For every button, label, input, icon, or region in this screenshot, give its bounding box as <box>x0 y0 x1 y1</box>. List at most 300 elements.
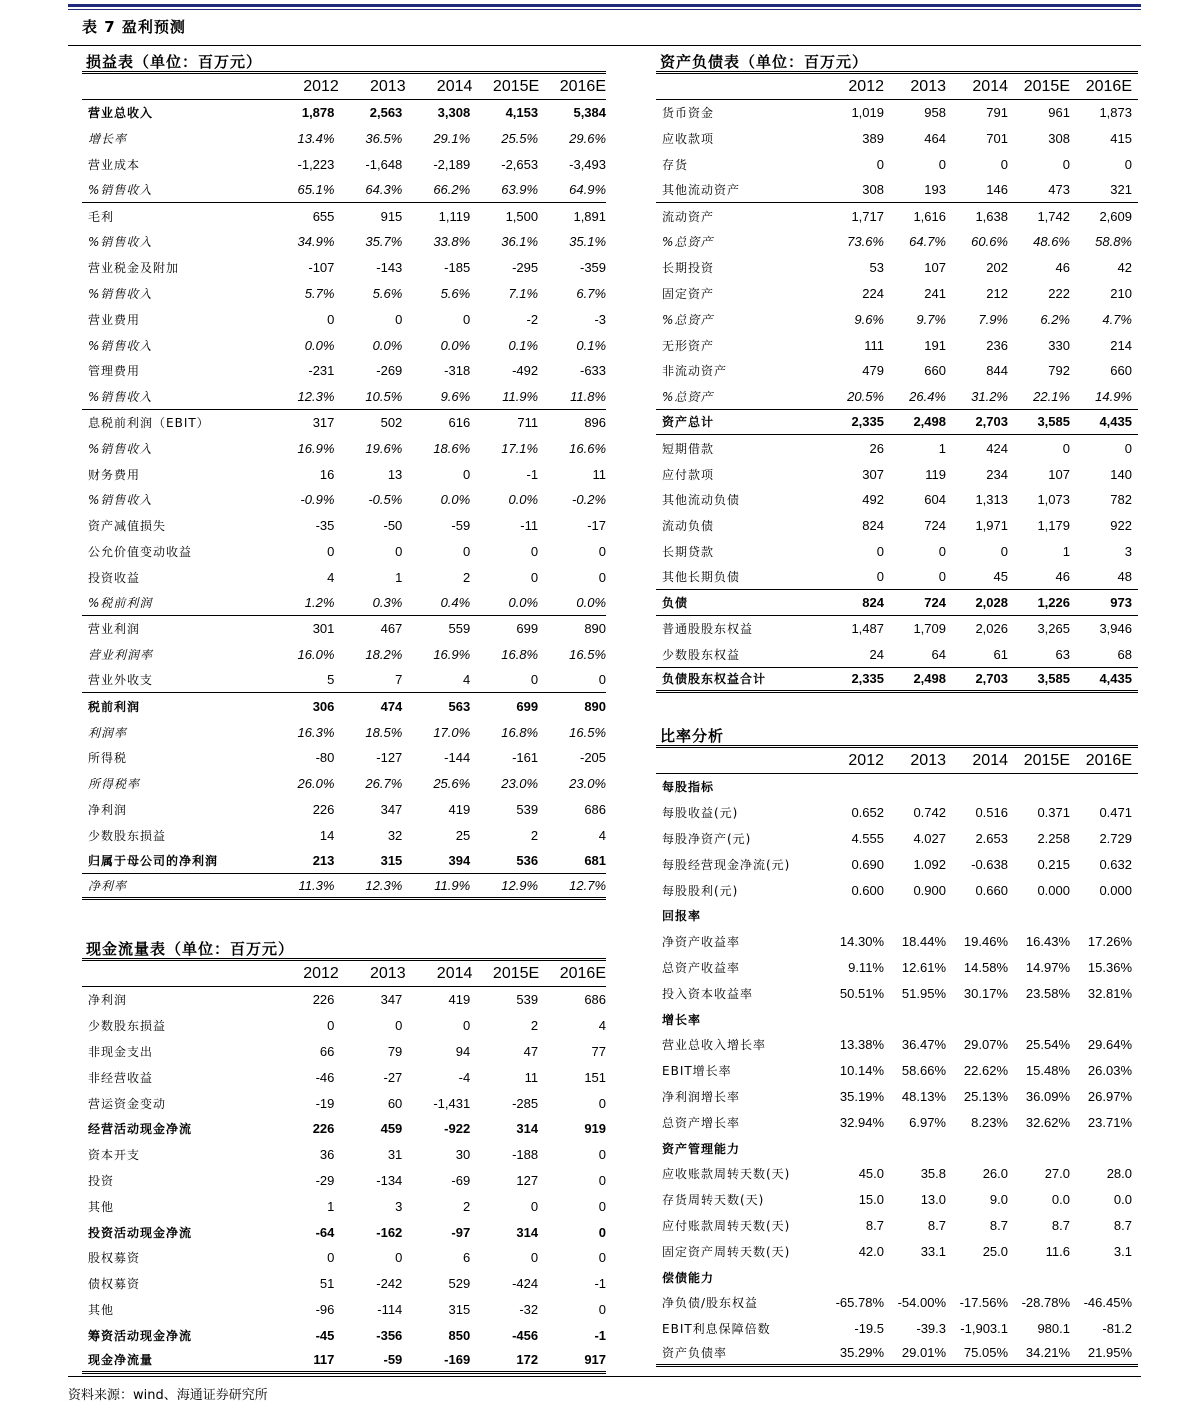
cell-value: 222 <box>1048 285 1070 301</box>
cell-value: 0 <box>530 569 539 585</box>
cell-value: 1,019 <box>851 105 884 121</box>
cell-value: 686 <box>584 992 607 1008</box>
cell-value: -456 <box>512 1327 539 1343</box>
row-label: 非现金支出 <box>88 1044 154 1059</box>
cell-value: 0 <box>876 543 884 559</box>
cell-value: -492 <box>512 363 539 379</box>
cell-value: 4,153 <box>505 105 539 121</box>
row-label: 普通股股东权益 <box>662 622 754 637</box>
cell-value: 77 <box>591 1043 607 1059</box>
cell-value: 1,891 <box>573 208 607 224</box>
cell-value: 0.371 <box>1037 805 1070 821</box>
cell-value: 60.6% <box>971 234 1008 250</box>
table-row <box>656 435 1138 461</box>
cell-value: 321 <box>1110 182 1132 198</box>
cell-value: -35 <box>315 518 335 534</box>
cell-value: 0.0 <box>1113 1192 1132 1208</box>
cell-value: 10.5% <box>365 388 403 404</box>
row-label: 资本开支 <box>88 1148 141 1163</box>
cell-value: 2,609 <box>1099 208 1132 224</box>
cell-value: 14.30% <box>839 934 884 950</box>
table-row <box>82 332 606 358</box>
cell-value: 50.51% <box>839 985 884 1001</box>
cell-value: 29.1% <box>433 131 471 147</box>
table-row <box>82 358 606 384</box>
cell-value: 1,313 <box>975 492 1008 508</box>
row-label: 每股经营现金净流(元) <box>662 857 791 872</box>
cell-value: -2 <box>526 311 539 327</box>
row-label: 应付账款周转天数(天) <box>662 1218 791 1233</box>
row-label: %销售收入 <box>88 441 153 456</box>
cell-value: 0 <box>462 1018 471 1034</box>
cell-value: -39.3 <box>916 1321 946 1337</box>
cell-value: 2.729 <box>1099 830 1132 846</box>
table-row <box>656 1109 1138 1135</box>
cell-value: 151 <box>584 1069 607 1085</box>
cell-value: 7 <box>395 672 403 688</box>
row-label: 固定资产 <box>662 286 715 301</box>
cell-value: 655 <box>312 208 335 224</box>
cell-value: 1 <box>938 440 946 456</box>
cell-value: 0 <box>598 1301 607 1317</box>
year-header-row <box>82 74 606 100</box>
row-label: %总资产 <box>662 235 714 250</box>
table-row <box>656 1264 1138 1290</box>
cell-value: 473 <box>1048 182 1070 198</box>
cell-value: 922 <box>1110 518 1132 534</box>
cell-value: 51 <box>319 1276 335 1292</box>
cell-value: 0 <box>598 1147 607 1163</box>
cell-value: 31 <box>387 1147 403 1163</box>
cell-value: 16.8% <box>501 647 539 663</box>
year-header: 2012 <box>303 77 339 95</box>
cell-value: 0 <box>1000 156 1008 172</box>
cell-value: 0 <box>530 1198 539 1214</box>
cell-value: 11.8% <box>570 388 607 404</box>
cell-value: 14.58% <box>963 959 1008 975</box>
cell-value: 26 <box>869 440 884 456</box>
cell-value: 701 <box>986 131 1008 147</box>
row-label: 净利率 <box>88 878 128 893</box>
cell-value: 724 <box>924 595 946 611</box>
cell-value: 29.01% <box>901 1345 946 1361</box>
cell-value: 1.092 <box>913 856 946 872</box>
cell-value: 28.0 <box>1106 1166 1132 1182</box>
cell-value: 30.17% <box>963 985 1008 1001</box>
table-row <box>82 461 606 487</box>
cell-value: 16.6% <box>569 440 607 456</box>
cell-value: -162 <box>376 1224 403 1240</box>
table-row <box>82 1064 606 1090</box>
cell-value: 16.0% <box>297 647 335 663</box>
cell-value: 4.555 <box>851 830 884 846</box>
cell-value: -1 <box>594 1327 607 1343</box>
cell-value: 23.71% <box>1087 1114 1132 1130</box>
cell-value: 0 <box>598 1224 607 1240</box>
cell-value: 3 <box>395 1198 403 1214</box>
cell-value: 0 <box>395 311 403 327</box>
cell-value: 0 <box>530 1250 539 1266</box>
cell-value: 226 <box>312 992 335 1008</box>
cell-value: 539 <box>516 801 539 817</box>
cell-value: 94 <box>455 1043 471 1059</box>
row-label: 非流动资产 <box>662 364 728 379</box>
row-label: 其他 <box>88 1302 115 1317</box>
cell-value: 29.64% <box>1087 1037 1132 1053</box>
row-label: 每股股利(元) <box>662 883 739 898</box>
row-label: 营业总收入增长率 <box>662 1038 767 1053</box>
cell-value: -318 <box>444 363 471 379</box>
row-label: 公允价值变动收益 <box>88 544 193 559</box>
cell-value: 5,384 <box>573 105 607 121</box>
cell-value: 1 <box>395 569 403 585</box>
cell-value: 11.3% <box>298 877 335 893</box>
row-label: 每股指标 <box>662 780 715 795</box>
cell-value: 917 <box>584 1352 607 1368</box>
table-title: 资产负债表（单位：百万元） <box>656 50 1138 74</box>
row-label: 所得税率 <box>88 777 141 792</box>
year-header: 2016E <box>559 77 606 95</box>
cell-value: 0.0% <box>576 595 607 611</box>
table-row <box>82 410 606 436</box>
cell-value: 4.7% <box>1102 311 1132 327</box>
row-label: 债权募资 <box>88 1277 141 1292</box>
table-row <box>656 539 1138 565</box>
table-row <box>656 851 1138 877</box>
cell-value: 660 <box>924 363 946 379</box>
source-note: 资料来源：wind、海通证券研究所 <box>68 1388 268 1403</box>
cell-value: -161 <box>512 750 539 766</box>
year-header: 2015E <box>492 77 540 95</box>
cell-value: 459 <box>380 1121 403 1137</box>
cash-flow-table <box>82 937 606 1374</box>
cell-value: -169 <box>444 1352 471 1368</box>
cell-value: 34.9% <box>297 234 335 250</box>
row-label: 总资产增长率 <box>662 1115 741 1130</box>
cell-value: 146 <box>986 182 1008 198</box>
cell-value: 29.6% <box>569 131 607 147</box>
cell-value: 48.6% <box>1033 234 1070 250</box>
row-label: 存货 <box>662 157 689 172</box>
cell-value: -0.9% <box>300 492 335 508</box>
row-label: 少数股东损益 <box>88 1019 167 1034</box>
cell-value: 241 <box>924 285 946 301</box>
cell-value: 0.742 <box>913 805 946 821</box>
year-header: 2013 <box>370 77 406 95</box>
table-title: 现金流量表（单位：百万元） <box>82 937 606 961</box>
cell-value: 1,873 <box>1099 105 1132 121</box>
table-row <box>82 513 606 539</box>
cell-value: 79 <box>387 1043 403 1059</box>
table-row <box>656 980 1138 1006</box>
cell-value: 0.0% <box>372 337 403 353</box>
cell-value: 308 <box>862 182 884 198</box>
cell-value: 13.38% <box>839 1037 884 1053</box>
cell-value: 0 <box>938 156 946 172</box>
table-row <box>82 1168 606 1194</box>
cell-value: 686 <box>584 801 607 817</box>
cell-value: 301 <box>312 621 335 637</box>
row-label: 息税前利润（EBIT） <box>88 415 210 430</box>
cell-value: 16 <box>319 466 335 482</box>
cell-value: 25.5% <box>501 131 539 147</box>
cell-value: 1,500 <box>505 208 539 224</box>
cell-value: 17.1% <box>501 440 539 456</box>
cell-value: 0.0% <box>508 492 539 508</box>
row-label: 现金净流量 <box>88 1353 154 1368</box>
cell-value: -29 <box>315 1172 335 1188</box>
cell-value: 234 <box>986 466 1008 482</box>
cell-value: 474 <box>380 698 403 714</box>
cell-value: 25.54% <box>1025 1037 1070 1053</box>
cell-value: 782 <box>1110 492 1132 508</box>
row-label: 每股净资产(元) <box>662 831 752 846</box>
cell-value: 915 <box>380 208 403 224</box>
table-row <box>82 590 606 616</box>
row-label: 营业成本 <box>88 157 141 172</box>
table-row <box>656 616 1138 642</box>
cell-value: 1,179 <box>1037 518 1070 534</box>
cell-value: 711 <box>517 414 539 430</box>
table-row <box>656 332 1138 358</box>
cell-value: 11 <box>592 466 607 482</box>
cell-value: 25.0 <box>982 1243 1008 1259</box>
row-label: 负债股东权益合计 <box>662 672 767 687</box>
year-header: 2015E <box>1023 77 1070 95</box>
cell-value: 844 <box>986 363 1008 379</box>
cell-value: 3.1 <box>1113 1243 1132 1259</box>
row-label: 投入资本收益率 <box>662 986 754 1001</box>
table-row <box>656 800 1138 826</box>
table-row <box>82 642 606 668</box>
cell-value: 2,703 <box>975 414 1008 430</box>
cell-value: 0.516 <box>975 805 1008 821</box>
table-row <box>656 1006 1138 1032</box>
cell-value: 45 <box>993 569 1008 585</box>
table-row <box>82 745 606 771</box>
cell-value: -2,653 <box>501 156 539 172</box>
cell-value: 214 <box>1110 337 1132 353</box>
cell-value: 0 <box>598 1095 607 1111</box>
cell-value: 0 <box>876 156 884 172</box>
year-header: 2012 <box>848 77 884 95</box>
cell-value: 16.8% <box>501 724 539 740</box>
cell-value: 5.6% <box>440 285 471 301</box>
cell-value: 23.0% <box>501 776 539 792</box>
year-header: 2016E <box>1085 77 1132 95</box>
cell-value: 308 <box>1048 131 1070 147</box>
cell-value: 226 <box>312 1121 335 1137</box>
cell-value: 9.11% <box>848 959 884 975</box>
cell-value: 0.0% <box>440 337 471 353</box>
cell-value: 64.7% <box>909 234 946 250</box>
cell-value: 16.5% <box>569 647 607 663</box>
year-header-row <box>656 748 1138 774</box>
cell-value: 30 <box>455 1147 471 1163</box>
row-label: 偿债能力 <box>662 1270 715 1285</box>
cell-value: -127 <box>376 750 403 766</box>
cell-value: 536 <box>516 853 539 868</box>
cell-value: 9.0 <box>989 1192 1008 1208</box>
cell-value: 0 <box>598 672 607 688</box>
year-header: 2012 <box>303 964 339 982</box>
year-header-row <box>82 961 606 987</box>
table-row <box>656 1238 1138 1264</box>
cell-value: 2,498 <box>913 414 946 430</box>
cell-value: 19.6% <box>365 440 403 456</box>
cell-value: 13 <box>387 466 403 482</box>
cell-value: 45.0 <box>858 1166 884 1182</box>
cell-value: 27.0 <box>1044 1166 1070 1182</box>
cell-value: 35.7% <box>365 234 403 250</box>
cell-value: 18.2% <box>365 647 403 663</box>
cell-value: -27 <box>383 1069 403 1085</box>
cell-value: 213 <box>312 853 335 868</box>
row-label: 其他长期负债 <box>662 570 741 585</box>
cell-value: 1 <box>327 1198 335 1214</box>
cell-value: 0.1% <box>576 337 607 353</box>
cell-value: 33.8% <box>433 234 471 250</box>
table-row <box>82 1193 606 1219</box>
cell-value: 0 <box>462 543 471 559</box>
year-header-row <box>656 74 1138 100</box>
cell-value: 424 <box>986 440 1008 456</box>
row-label: 净负债/股东权益 <box>662 1296 759 1311</box>
year-header: 2013 <box>910 77 946 95</box>
cell-value: 0 <box>598 1198 607 1214</box>
cell-value: -80 <box>315 750 335 766</box>
cell-value: 314 <box>516 1224 539 1240</box>
row-label: 应收账款周转天数(天) <box>662 1167 791 1182</box>
row-label: 投资 <box>88 1173 115 1188</box>
cell-value: 0 <box>462 311 471 327</box>
cell-value: 14 <box>319 827 335 843</box>
cell-value: 3,585 <box>1037 414 1070 430</box>
table-row <box>656 1161 1138 1187</box>
cell-value: -3 <box>594 311 607 327</box>
cell-value: 660 <box>1110 363 1132 379</box>
cell-value: 75.05% <box>963 1345 1008 1361</box>
cell-value: -50 <box>383 518 403 534</box>
cell-value: 17.26% <box>1087 934 1132 950</box>
cell-value: 12.61% <box>901 959 946 975</box>
cell-value: 2 <box>462 1198 471 1214</box>
cell-value: 0.652 <box>851 805 884 821</box>
cell-value: 6.7% <box>576 285 607 301</box>
table-row <box>656 126 1138 152</box>
row-label: %销售收入 <box>88 183 153 198</box>
cell-value: 10.14% <box>839 1063 884 1079</box>
cell-value: 35.8 <box>920 1166 946 1182</box>
cell-value: 16.3% <box>297 724 335 740</box>
cell-value: 824 <box>862 518 884 534</box>
row-label: 营业利润率 <box>88 648 154 663</box>
cell-value: -54.00% <box>897 1295 946 1311</box>
cell-value: 25.13% <box>963 1088 1008 1104</box>
cell-value: 64 <box>931 646 946 662</box>
cell-value: 111 <box>864 337 884 353</box>
row-label: EBIT利息保障倍数 <box>662 1322 771 1337</box>
row-label: 筹资活动现金净流 <box>88 1328 193 1343</box>
cell-value: 0.000 <box>1099 882 1132 898</box>
cell-value: 36.5% <box>365 131 403 147</box>
cell-value: 65.1% <box>297 182 335 198</box>
row-label: 无形资产 <box>662 338 715 353</box>
footer-rule <box>68 1376 1141 1377</box>
cell-value: 604 <box>924 492 946 508</box>
cell-value: 46 <box>1055 260 1070 276</box>
cell-value: 3,308 <box>437 105 471 121</box>
cell-value: 492 <box>862 492 884 508</box>
cell-value: 212 <box>986 285 1008 301</box>
cell-value: 4,435 <box>1099 671 1132 687</box>
table-row <box>656 152 1138 178</box>
table-row <box>82 1297 606 1323</box>
cell-value: -356 <box>376 1327 403 1343</box>
cell-value: 32.94% <box>839 1114 884 1130</box>
cell-value: 25 <box>455 827 471 843</box>
cell-value: 119 <box>925 466 946 482</box>
table-row <box>656 229 1138 255</box>
cell-value: -96 <box>315 1301 335 1317</box>
cell-value: 419 <box>448 801 471 817</box>
cell-value: 2,335 <box>851 671 884 687</box>
row-label: 资产管理能力 <box>662 1141 741 1156</box>
cell-value: 26.4% <box>909 388 946 404</box>
table-row <box>656 513 1138 539</box>
cell-value: 347 <box>380 992 403 1008</box>
row-label: 营业费用 <box>88 312 141 327</box>
cell-value: 22.1% <box>1033 388 1070 404</box>
row-label: 存货周转天数(天) <box>662 1193 765 1208</box>
cell-value: 12.7% <box>569 877 607 893</box>
cell-value: 26.03% <box>1087 1063 1132 1079</box>
cell-value: 12.3% <box>365 877 403 893</box>
cell-value: 58.66% <box>901 1063 946 1079</box>
cell-value: 32.81% <box>1087 985 1132 1001</box>
cell-value: 48.13% <box>901 1088 946 1104</box>
table-title: 比率分析 <box>656 724 1138 748</box>
row-label: 投资收益 <box>88 570 141 585</box>
cell-value: 4.027 <box>913 830 946 846</box>
top-rule <box>68 4 1141 7</box>
table-row <box>82 539 606 565</box>
cell-value: 1,742 <box>1037 208 1070 224</box>
cell-value: 26.7% <box>365 776 403 792</box>
cell-value: 127 <box>516 1172 539 1188</box>
row-label: 毛利 <box>88 209 115 224</box>
cell-value: 317 <box>312 414 335 430</box>
cell-value: 21.95% <box>1087 1345 1132 1361</box>
cell-value: 14.97% <box>1025 959 1070 975</box>
table-row <box>82 719 606 745</box>
cell-value: 19.46% <box>963 934 1008 950</box>
cell-value: 0 <box>598 569 607 585</box>
row-label: 少数股东权益 <box>662 647 741 662</box>
cell-value: 1,226 <box>1037 595 1070 611</box>
cell-value: -32 <box>519 1301 539 1317</box>
row-label: 总资产收益率 <box>662 960 741 975</box>
table-row <box>656 929 1138 955</box>
cell-value: 315 <box>380 853 403 868</box>
cell-value: 4 <box>598 827 607 843</box>
table-row <box>82 281 606 307</box>
row-label: 利润率 <box>88 725 128 740</box>
cell-value: 1,487 <box>851 621 884 637</box>
table-row <box>656 177 1138 203</box>
cell-value: -1 <box>594 1276 607 1292</box>
row-label: 归属于母公司的净利润 <box>88 854 219 868</box>
